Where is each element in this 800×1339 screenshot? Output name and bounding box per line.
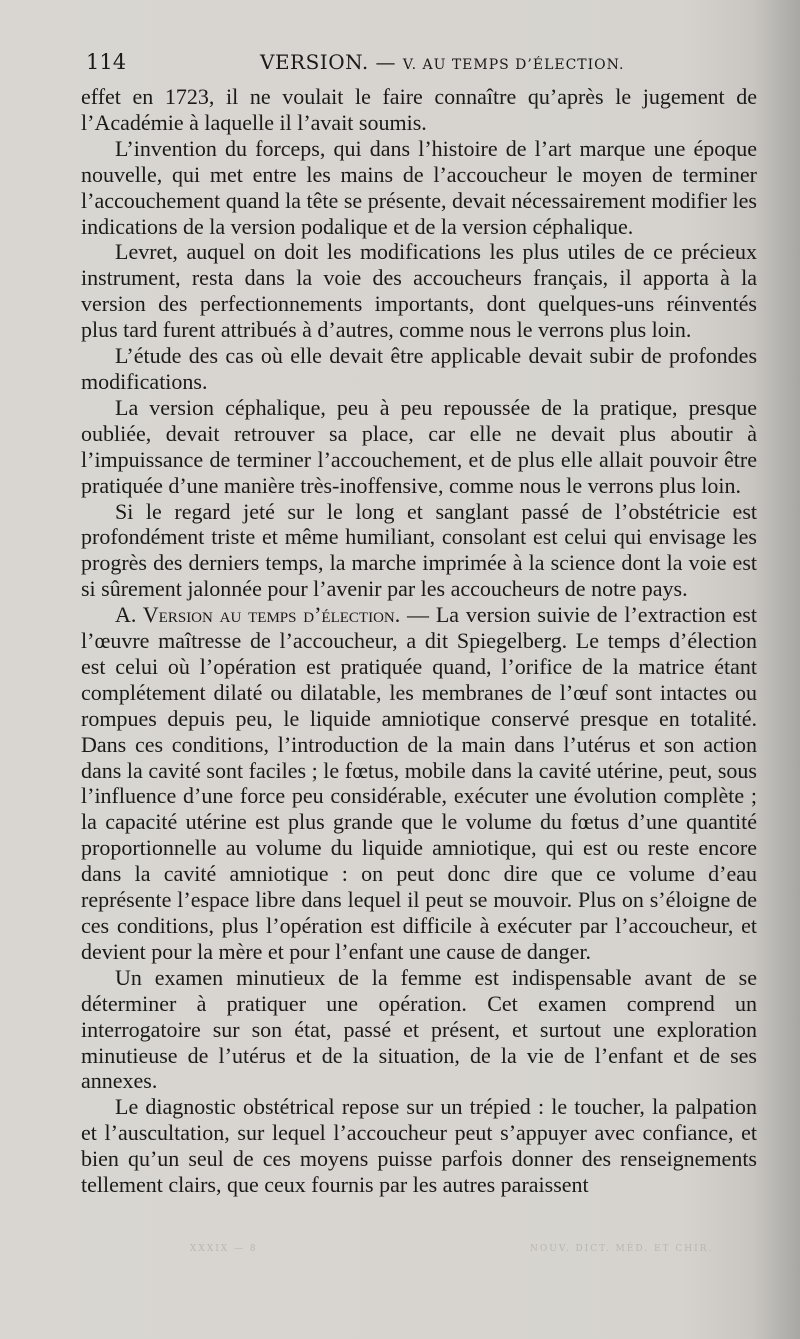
running-title	[260, 50, 624, 74]
bleed-through-footer	[190, 1244, 750, 1264]
page-number: 114	[86, 50, 127, 74]
paragraph-2: L’invention du forceps, qui dans l’histoire de l’art marque une époque nouvelle, qui met entre les mains de l’accoucheur le moyen de terminer l’accouchement quand la tête se présente, devait nécessairement modifier les indications de la version podalique et de la version céphalique.	[81, 135, 757, 239]
page-body	[81, 84, 757, 1198]
paragraph-7	[81, 602, 757, 965]
paragraph-7-text: — La version suivie de l’extraction est l’œuvre maîtresse de l’accoucheur, a dit Spiegelberg. Le temps d’élection est celui où l’opération est pratiquée quand, l’orifice de la matrice étant complétement dilaté ou dilatable, les membranes de l’œuf sont intactes ou rompues depuis peu, le liquide amniotique conservé presque en totalité. Dans ces conditions, l’introduction de la main dans l’utérus et son action dans la cavité sont faciles ; le fœtus, mobile dans la cavité utérine, peut, sous l’influence d’une force peu considérable, exécuter une évolution complète ; la capacité utérine est plus grande que le volume du fœtus d’une quantité proportionnelle au volume du liquide amniotique, qui est ou reste encore dans la cavité amniotique : on peut donc dire que ce volume d’eau représente l’espace libre dans lequel il peut se mouvoir. Plus on s’éloigne de ces conditions, plus l’opération est difficile à exécuter par l’accoucheur, et devient pour la mère et pour l’enfant une cause de danger.	[81, 602, 757, 964]
section-heading: A. Version au temps d’élection.	[115, 602, 401, 628]
paragraph-4: L’étude des cas où elle devait être applicable devait subir de profondes modifications.	[81, 343, 757, 394]
paragraph-8: Un examen minutieux de la femme est indispensable avant de se déterminer à pratiquer une opération. Cet examen comprend un interrogatoire sur son état, passé et présent, et surtout une exploration minutieuse de l’utérus et de la situation, de la vie de l’enfant et de ses annexes.	[81, 964, 757, 1094]
paragraph-1: effet en 1723, il ne voulait le faire connaître qu’après le jugement de l’Académie à laquelle il l’avait soumis.	[81, 84, 757, 135]
running-title-section: V. AU TEMPS D’ÉLECTION.	[402, 57, 625, 73]
paragraph-6: Si le regard jeté sur le long et sanglant passé de l’obstétricie est profondément triste et même humiliant, consolant est celui qui envisage les progrès des derniers temps, la marche imprimée à la science dont la voie est si sûrement jalonnée pour l’avenir par les accoucheurs de notre pays.	[81, 498, 757, 602]
paragraph-5: La version céphalique, peu à peu repoussée de la pratique, presque oubliée, devait retrouver sa place, car elle ne devait plus aboutir à l’impuissance de terminer l’accouchement, et de plus elle allait pouvoir être pratiquée d’une manière très-inoffensive, comme nous le verrons plus loin.	[81, 394, 757, 498]
footer-title: NOUV. DICT. MÉD. ET CHIR.	[530, 1244, 714, 1254]
running-title-main: VERSION. —	[260, 50, 403, 74]
running-header	[80, 46, 760, 78]
paragraph-9: Le diagnostic obstétrical repose sur un trépied : le toucher, la palpation et l’auscultation, sur lequel l’accoucheur peut s’appuyer avec confiance, et bien qu’un seul de ces moyens puisse parfois donner des renseignements tellement clairs, que ceux fournis par les autres paraissent	[81, 1094, 757, 1198]
footer-signature: XXXIX — 8	[190, 1244, 258, 1254]
paragraph-3: Levret, auquel on doit les modifications les plus utiles de ce précieux instrument, resta dans la voie des accoucheurs français, il apporta à la version des perfectionnements importants, dont quelques-uns réinventés plus tard furent attribués à d’autres, comme nous le verrons plus loin.	[81, 239, 757, 343]
